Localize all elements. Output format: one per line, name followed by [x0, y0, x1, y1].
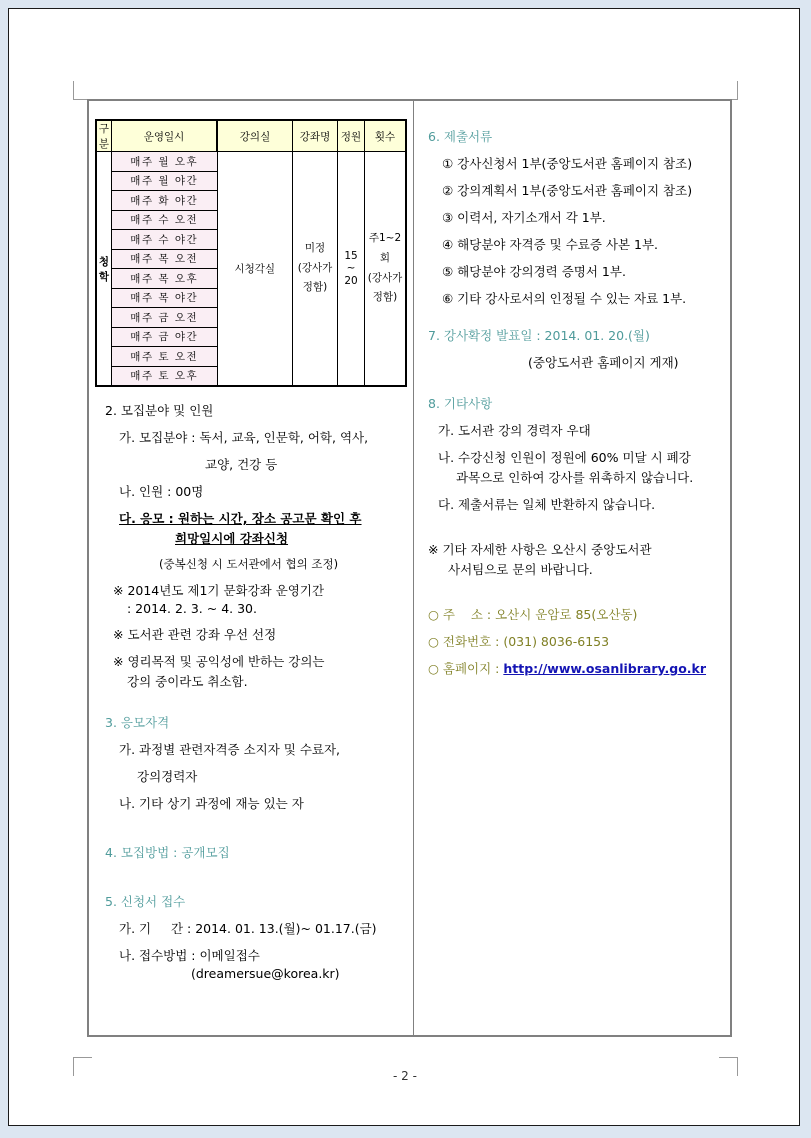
- section8-b-line1: 나. 수강신청 인원이 정원에 60% 미달 시 폐강: [438, 450, 691, 465]
- cell-day-8: 매주 금 오전: [112, 308, 218, 328]
- frequency-line-1: 주1~2회: [368, 231, 402, 264]
- spacer: [428, 587, 728, 605]
- header-frequency: 횟수: [365, 120, 407, 152]
- section2-star3-line1: ※ 영리목적 및 공익성에 반하는 강의는: [113, 654, 325, 669]
- page-footer: - 2 -: [393, 1069, 417, 1083]
- right-text-body: [428, 127, 728, 686]
- section3-heading: 3. 응모자격: [105, 715, 170, 730]
- crop-mark-top-left: [73, 81, 92, 100]
- section2-c-line1: 다. 응모 : 원하는 시간, 장소 공고문 확인 후: [119, 511, 362, 526]
- capacity-line-3: 20: [344, 274, 358, 287]
- section6-item-1: ② 강의계획서 1부(중앙도서관 홈페이지 참조): [442, 183, 693, 198]
- cell-day-1: 매주 월 야간: [112, 171, 218, 191]
- spacer: [428, 316, 728, 326]
- section2-star1-line2: : 2014. 2. 3. ~ 4. 30.: [127, 601, 257, 616]
- cell-day-11: 매주 토 오후: [112, 366, 218, 386]
- course-line-1: 미정: [304, 241, 326, 254]
- left-column: [89, 101, 413, 1035]
- header-room: 강의실: [217, 120, 293, 152]
- spacer: [105, 870, 405, 892]
- table-row: [96, 152, 406, 172]
- spacer: [105, 821, 405, 843]
- cell-day-5: 매주 목 오전: [112, 249, 218, 269]
- section8-b-line2: 과목으로 인하여 강사를 위촉하지 않습니다.: [456, 470, 694, 485]
- section3-a-line1: 가. 과정별 관련자격증 소지자 및 수료자,: [119, 742, 341, 757]
- section5-heading: 5. 신청서 접수: [105, 894, 186, 909]
- section5-a-line: 가. 기 간 : 2014. 01. 13.(월)~ 01.17.(금): [119, 921, 377, 936]
- schedule-table: [95, 119, 407, 387]
- section2-star1-line1: ※ 2014년도 제1기 문화강좌 운영기간: [113, 583, 325, 598]
- spacer: [428, 522, 728, 540]
- contact-phone: ○ 전화번호 : (031) 8036-6153: [428, 634, 610, 649]
- cell-room: 시청각실: [217, 152, 293, 387]
- content-frame: [87, 99, 732, 1037]
- contact-homepage-row: [428, 659, 728, 677]
- schedule-table-wrapper: [95, 119, 407, 387]
- section2-a-line1: 가. 모집분야 : 독서, 교육, 인문학, 어학, 역사,: [119, 430, 369, 445]
- cell-day-2: 매주 화 야간: [112, 191, 218, 211]
- contact-homepage-label: ○ 홈페이지 :: [428, 661, 504, 676]
- right-column: [414, 101, 730, 1035]
- cell-day-9: 매주 금 야간: [112, 327, 218, 347]
- section2-heading: 2. 모집분야 및 인원: [105, 403, 214, 418]
- capacity-line-2: ~: [346, 262, 356, 275]
- cell-frequency: [365, 152, 407, 387]
- cell-capacity: [338, 152, 365, 387]
- cell-day-3: 매주 수 오전: [112, 210, 218, 230]
- section2-b-line: 나. 인원 : 00명: [119, 484, 204, 499]
- course-line-3: 정함): [302, 281, 328, 294]
- section6-item-3: ④ 해당분야 자격증 및 수료증 사본 1부.: [442, 237, 659, 252]
- section4-heading: 4. 모집방법 : 공개모집: [105, 845, 230, 860]
- section6-item-5: ⑥ 기타 강사로서의 인정될 수 있는 자료 1부.: [442, 291, 687, 306]
- cell-day-7: 매주 목 야간: [112, 288, 218, 308]
- crop-mark-top-right: [719, 81, 738, 100]
- section2-star3-line2: 강의 중이라도 취소함.: [127, 674, 248, 689]
- frequency-line-2: (강사가: [367, 271, 403, 284]
- section8-heading: 8. 기타사항: [428, 396, 493, 411]
- left-text-body: [105, 401, 405, 990]
- section6-item-2: ③ 이력서, 자기소개서 각 1부.: [442, 210, 606, 225]
- section8-star-line1: ※ 기타 자세한 사항은 오산시 중앙도서관: [428, 542, 652, 557]
- cell-day-6: 매주 목 오후: [112, 269, 218, 289]
- capacity-line-1: 15: [344, 250, 358, 263]
- cell-category: 청학: [96, 152, 112, 387]
- section6-item-4: ⑤ 해당분야 강의경력 증명서 1부.: [442, 264, 626, 279]
- section2-star2: ※ 도서관 관련 강좌 우선 선정: [113, 627, 277, 642]
- cell-day-0: 매주 월 오후: [112, 152, 218, 172]
- contact-address: ○ 주 소 : 오산시 운암로 85(오산동): [428, 607, 638, 622]
- document-page: [8, 8, 800, 1126]
- section2-a-line2: 교양, 건강 등: [205, 457, 278, 472]
- section6-heading: 6. 제출서류: [428, 129, 493, 144]
- table-header-row: [96, 120, 406, 152]
- header-capacity: 정원: [338, 120, 365, 152]
- spacer: [105, 699, 405, 713]
- section3-b-line: 나. 기타 상기 과정에 재능 있는 자: [119, 796, 304, 811]
- section8-a-line: 가. 도서관 강의 경력자 우대: [438, 423, 591, 438]
- section2-note-paren: (중복신청 시 도서관에서 협의 조정): [159, 557, 339, 571]
- course-line-2: (강사가: [297, 261, 333, 274]
- cell-day-4: 매주 수 야간: [112, 230, 218, 250]
- section7-heading: 7. 강사확정 발표일 : 2014. 01. 20.(월): [428, 328, 650, 343]
- section6-item-0: ① 강사신청서 1부(중앙도서관 홈페이지 참조): [442, 156, 693, 171]
- section2-c-line2: 희망일시에 강좌신청: [175, 531, 289, 546]
- homepage-link[interactable]: http://www.osanlibrary.go.kr: [503, 661, 707, 676]
- section8-star-line2: 사서팀으로 문의 바랍니다.: [448, 562, 593, 577]
- section8-c-line: 다. 제출서류는 일체 반환하지 않습니다.: [438, 497, 656, 512]
- frequency-line-3: 정함): [372, 291, 398, 304]
- header-gubun: 구분: [96, 120, 112, 152]
- section5-b-line2: (dreamersue@korea.kr): [191, 966, 340, 981]
- section3-a-line2: 강의경력자: [137, 769, 198, 784]
- header-datetime: 운영일시: [112, 120, 218, 152]
- section5-b-line1: 나. 접수방법 : 이메일접수: [119, 948, 260, 963]
- header-course: 강좌명: [293, 120, 338, 152]
- cell-course: [293, 152, 338, 387]
- spacer: [428, 380, 728, 394]
- section7-sub: (중앙도서관 홈페이지 게재): [528, 355, 679, 370]
- cell-day-10: 매주 토 오전: [112, 347, 218, 367]
